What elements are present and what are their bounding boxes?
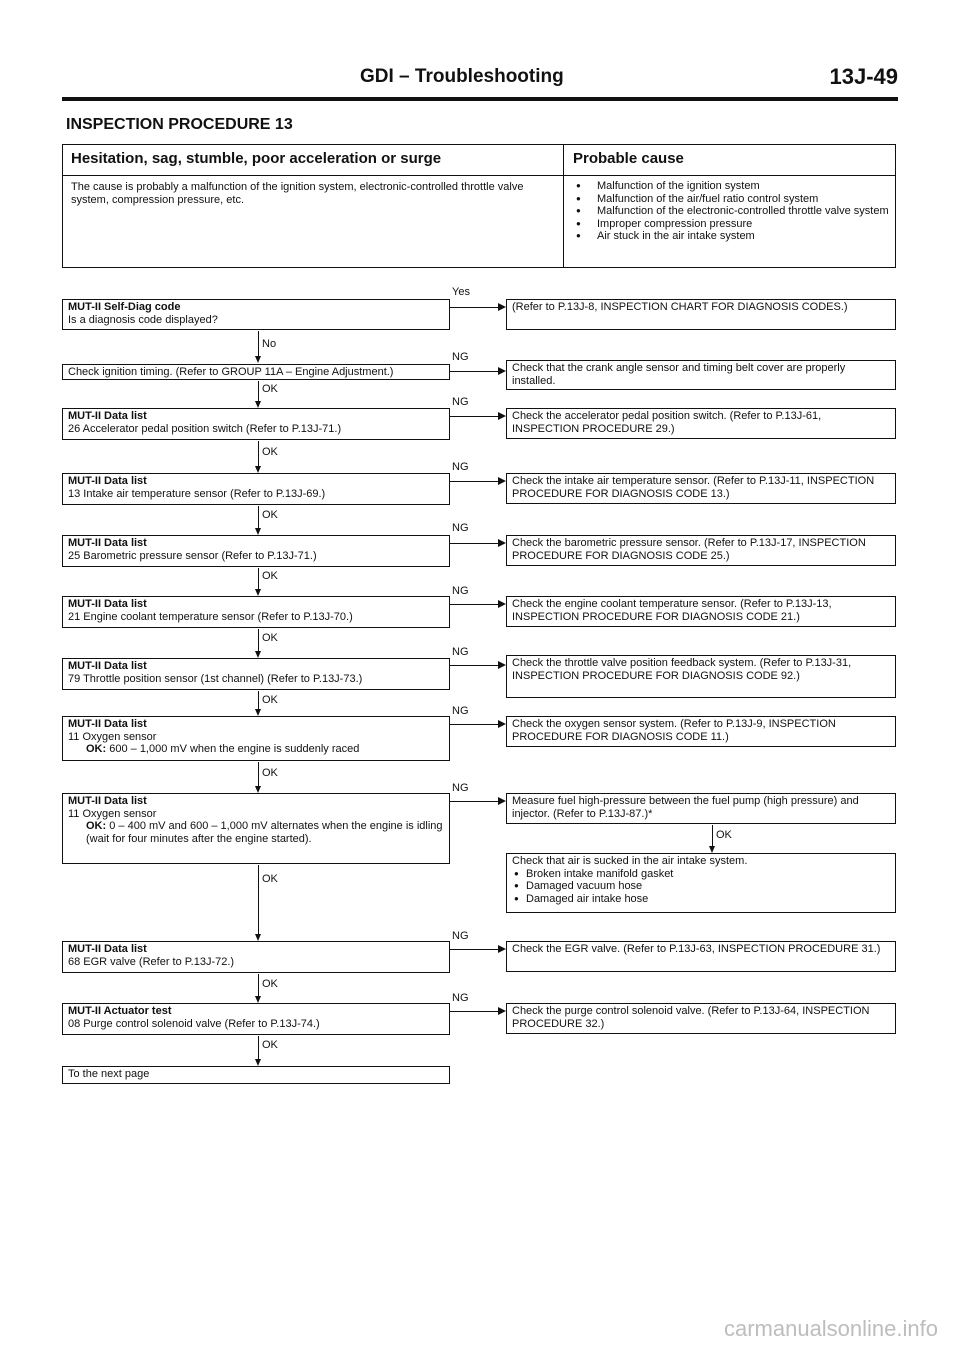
step-heading: MUT-II Actuator test	[68, 1005, 172, 1017]
symptom-divider	[563, 145, 564, 267]
arrow-right	[498, 303, 506, 311]
arrow-down	[255, 996, 261, 1003]
ng-label: NG	[452, 522, 469, 534]
connector-line	[258, 629, 259, 651]
header-rule	[62, 97, 898, 101]
arrow-right	[498, 945, 506, 953]
step-text: 26 Accelerator pedal position switch (Refer to P.13J-71.)	[68, 422, 342, 435]
connector-line	[258, 441, 259, 466]
yes-label: Yes	[452, 286, 470, 298]
ok-label: OK	[716, 829, 732, 841]
result-throttle-feedback: Check the throttle valve position feedback system. (Refer to P.13J-31, INSPECTION PROCEDURE FOR DIAGNOSIS CODE 92.)	[506, 655, 896, 698]
symptom-description: The cause is probably a malfunction of the ignition system, electronic-controlled throttle valve system, compression pressure, etc.	[71, 181, 524, 206]
arrow-down	[255, 528, 261, 535]
ok-label: OK	[262, 446, 278, 458]
arrow-right	[498, 367, 506, 375]
ng-label: NG	[452, 646, 469, 658]
ok-label: OK	[262, 978, 278, 990]
arrow-down	[255, 786, 261, 793]
ok-label: OK	[262, 383, 278, 395]
ok-criteria	[68, 820, 444, 845]
arrow-down	[255, 651, 261, 658]
connector-line	[450, 949, 498, 950]
connector-line	[450, 371, 498, 372]
result-egr-valve: Check the EGR valve. (Refer to P.13J-63, INSPECTION PROCEDURE 31.)	[506, 941, 896, 972]
connector-line	[258, 1036, 259, 1059]
page-number: 13J-49	[829, 64, 898, 89]
arrow-right	[498, 600, 506, 608]
step-ignition-timing: Check ignition timing. (Refer to GROUP 11A – Engine Adjustment.)	[62, 364, 450, 380]
ng-label: NG	[452, 585, 469, 597]
step-next-page: To the next page	[62, 1066, 450, 1084]
air-leak-item: ● Damaged air intake hose	[512, 893, 890, 906]
step-purge-solenoid	[62, 1003, 450, 1035]
cause-item: ● Malfunction of the air/fuel ratio control system	[573, 193, 891, 206]
step-text: 11 Oxygen sensor	[68, 730, 157, 743]
step-text: 08 Purge control solenoid valve (Refer to P.13J-74.)	[68, 1017, 320, 1030]
step-text: 25 Barometric pressure sensor (Refer to P.13J-71.)	[68, 549, 317, 562]
result-oxygen-sensor: Check the oxygen sensor system. (Refer to P.13J-9, INSPECTION PROCEDURE FOR DIAGNOSIS CODE 11.)	[506, 716, 896, 747]
arrow-right	[498, 720, 506, 728]
ok-label: OK	[262, 570, 278, 582]
arrow-down	[255, 589, 261, 596]
header-title: GDI – Troubleshooting	[360, 66, 564, 87]
step-accelerator-switch	[62, 408, 450, 440]
connector-line	[450, 481, 498, 482]
ok-label: OK	[262, 632, 278, 644]
step-self-diag	[62, 299, 450, 330]
connector-line	[258, 568, 259, 589]
step-text: 68 EGR valve (Refer to P.13J-72.)	[68, 955, 235, 968]
result-diag-chart: (Refer to P.13J-8, INSPECTION CHART FOR DIAGNOSIS CODES.)	[506, 299, 896, 330]
watermark: carmanualsonline.info	[723, 1316, 938, 1341]
ng-label: NG	[452, 705, 469, 717]
ok-label: OK	[262, 694, 278, 706]
probable-cause-list	[573, 180, 891, 243]
step-heading: MUT-II Data list	[68, 598, 147, 610]
step-heading: MUT-II Self-Diag code	[68, 301, 181, 313]
connector-line	[258, 506, 259, 528]
ok-criteria	[68, 743, 359, 755]
arrow-down	[255, 709, 261, 716]
step-heading: MUT-II Data list	[68, 410, 147, 422]
ng-label: NG	[452, 396, 469, 408]
ok-label: OK	[262, 873, 278, 885]
arrow-down	[255, 356, 261, 363]
step-barometric-sensor	[62, 535, 450, 567]
connector-line	[258, 974, 259, 996]
arrow-down	[255, 466, 261, 473]
air-leak-item: ● Broken intake manifold gasket	[512, 868, 890, 881]
step-heading: MUT-II Data list	[68, 537, 147, 549]
arrow-right	[498, 661, 506, 669]
step-heading: MUT-II Data list	[68, 795, 147, 807]
arrow-right	[498, 1007, 506, 1015]
connector-line	[450, 724, 498, 725]
step-heading: MUT-II Data list	[68, 475, 147, 487]
ng-label: NG	[452, 351, 469, 363]
arrow-down	[255, 401, 261, 408]
result-fuel-pressure: Measure fuel high-pressure between the fuel pump (high pressure) and injector. (Refer to P.13J-87.)*	[506, 793, 896, 824]
connector-line	[258, 865, 259, 934]
ok-criteria-label: OK:	[86, 820, 107, 832]
step-throttle-position	[62, 658, 450, 690]
ng-label: NG	[452, 461, 469, 473]
connector-line	[450, 307, 498, 308]
connector-line	[258, 762, 259, 786]
ok-label: OK	[262, 767, 278, 779]
result-crank-sensor: Check that the crank angle sensor and timing belt cover are properly installed.	[506, 360, 896, 390]
connector-line	[450, 1011, 498, 1012]
arrow-down	[255, 934, 261, 941]
step-oxygen-sensor-idle	[62, 793, 450, 864]
arrow-right	[498, 477, 506, 485]
symptom-table	[62, 144, 896, 268]
ok-criteria-text: 0 – 400 mV and 600 – 1,000 mV alternates when the engine is idling (wait for four minutes after the engine started).	[86, 820, 443, 845]
ng-label: NG	[452, 782, 469, 794]
step-heading: MUT-II Data list	[68, 943, 147, 955]
step-egr-valve	[62, 941, 450, 973]
cause-item: ● Air stuck in the air intake system	[573, 230, 891, 243]
no-label: No	[262, 338, 277, 350]
connector-line	[450, 801, 498, 802]
connector-line	[258, 331, 259, 356]
ng-label: NG	[452, 930, 469, 942]
connector-line	[450, 604, 498, 605]
ok-label: OK	[262, 1039, 278, 1051]
connector-line	[450, 665, 498, 666]
air-leak-item: ● Damaged vacuum hose	[512, 880, 890, 893]
ok-label: OK	[262, 509, 278, 521]
result-purge-solenoid: Check the purge control solenoid valve. (Refer to P.13J-64, INSPECTION PROCEDURE 32.)	[506, 1003, 896, 1034]
procedure-title: INSPECTION PROCEDURE 13	[66, 116, 293, 133]
result-barometric-sensor: Check the barometric pressure sensor. (Refer to P.13J-17, INSPECTION PROCEDURE FOR DIAGNOSIS CODE 25.)	[506, 535, 896, 566]
step-text: 13 Intake air temperature sensor (Refer to P.13J-69.)	[68, 487, 326, 500]
step-heading: MUT-II Data list	[68, 718, 147, 730]
arrow-right	[498, 539, 506, 547]
result-coolant-temp: Check the engine coolant temperature sensor. (Refer to P.13J-13, INSPECTION PROCEDURE FOR DIAGNOSIS CODE 21.)	[506, 596, 896, 627]
result-intake-air-temp: Check the intake air temperature sensor. (Refer to P.13J-11, INSPECTION PROCEDURE FOR DIAGNOSIS CODE 13.)	[506, 473, 896, 504]
probable-cause-heading: Probable cause	[573, 150, 684, 167]
connector-line	[712, 825, 713, 846]
cause-item: ● Malfunction of the electronic-controlled throttle valve system	[573, 205, 891, 218]
result-air-intake-leak	[506, 853, 896, 913]
arrow-down	[255, 1059, 261, 1066]
connector-line	[258, 381, 259, 401]
cause-item: ● Improper compression pressure	[573, 218, 891, 231]
air-leak-title: Check that air is sucked in the air intake system.	[512, 855, 748, 867]
connector-line	[450, 416, 498, 417]
step-intake-air-temp	[62, 473, 450, 505]
arrow-right	[498, 797, 506, 805]
arrow-right	[498, 412, 506, 420]
cause-item: ● Malfunction of the ignition system	[573, 180, 891, 193]
arrow-down	[709, 846, 715, 853]
symptom-heading: Hesitation, sag, stumble, poor acceleration or surge	[71, 150, 442, 167]
ng-label: NG	[452, 992, 469, 1004]
step-heading: MUT-II Data list	[68, 660, 147, 672]
result-accelerator-switch: Check the accelerator pedal position switch. (Refer to P.13J-61, INSPECTION PROCEDURE 29.)	[506, 408, 896, 439]
step-coolant-temp	[62, 596, 450, 628]
connector-line	[450, 543, 498, 544]
step-text: 21 Engine coolant temperature sensor (Refer to P.13J-70.)	[68, 610, 353, 623]
step-text: 11 Oxygen sensor	[68, 807, 157, 820]
ok-criteria-text: 600 – 1,000 mV when the engine is suddenly raced	[109, 743, 360, 755]
step-text: Is a diagnosis code displayed?	[68, 313, 218, 326]
connector-line	[258, 691, 259, 709]
step-oxygen-sensor-raced	[62, 716, 450, 761]
step-text: 79 Throttle position sensor (1st channel) (Refer to P.13J-73.)	[68, 672, 363, 685]
ok-criteria-label: OK:	[86, 743, 107, 755]
